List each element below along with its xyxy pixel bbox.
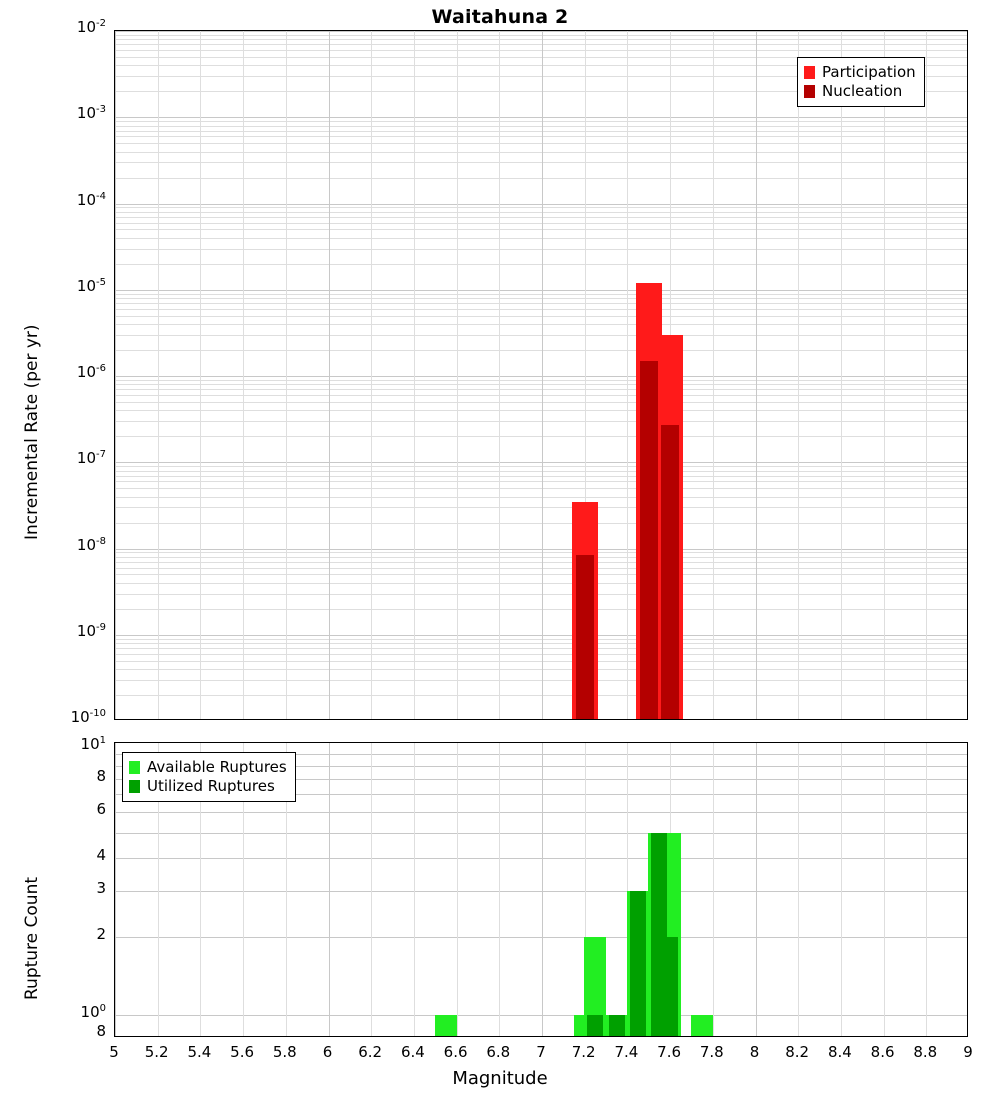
bottom-ytick-label: 3 [96,878,106,897]
legend-label: Participation [822,63,916,81]
xtick-label: 5.2 [144,1043,169,1061]
bar-utilized-7.45 [630,891,646,1037]
xtick-label: 8.8 [913,1043,938,1061]
xtick-label: 7.2 [571,1043,596,1061]
legend-item [804,82,916,101]
legend-swatch [804,66,815,79]
xtick-label: 8.2 [785,1043,810,1061]
xtick-label: 6.6 [443,1043,468,1061]
bottom-y-axis-label: Rupture Count [22,876,42,1000]
legend-label: Nucleation [822,82,903,100]
top-ytick-label: $10^{-8}$ [76,535,106,554]
bottom-ytick-label: $10^1$ [80,735,106,754]
xtick-label: 6.2 [358,1043,383,1061]
xtick-label: 8.4 [827,1043,852,1061]
incremental-rate-plot [114,30,968,720]
xtick-label: 8 [749,1043,760,1061]
legend-swatch [129,780,140,793]
top-ytick-label: $10^{-7}$ [76,449,106,468]
top-ytick-label: $10^{-9}$ [76,621,106,640]
top-ytick-label: $10^{-6}$ [76,363,106,381]
bar-nucleation-7.2 [576,555,594,720]
bottom-legend [122,752,296,802]
legend-label: Available Ruptures [147,758,287,776]
bar-available-6.55 [435,1015,457,1037]
xtick-label: 6.8 [486,1043,511,1061]
bottom-ytick-label: 6 [96,799,106,818]
xtick-label: 8.6 [870,1043,895,1061]
top-ytick-label: $10^{-5}$ [76,276,106,295]
bar-utilized-7.35 [609,1015,625,1037]
top-ytick-label: $10^{-4}$ [76,190,106,209]
legend-swatch [804,85,815,98]
xtick-label: 5.8 [272,1043,297,1061]
bar-utilized-7.25 [587,1015,603,1037]
bar-utilized-7.6 [662,937,678,1037]
xtick-label: 6.4 [400,1043,425,1061]
x-axis-label: Magnitude [452,1068,548,1089]
bottom-ytick-label: 8 [96,1021,106,1040]
top-ytick-label: $10^{-3}$ [76,104,106,123]
bottom-ytick-label: 2 [96,924,106,943]
xtick-label: 5.6 [230,1043,255,1061]
legend-label: Utilized Ruptures [147,777,275,795]
xtick-label: 7 [536,1043,546,1061]
xtick-label: 7.8 [699,1043,724,1061]
legend-swatch [129,761,140,774]
top-y-axis-label: Incremental Rate (per yr) [22,324,42,540]
top-ytick-label: $10^{-2}$ [76,18,106,36]
chart-title: Waitahuna 2 [431,6,569,28]
top-ytick-label: $10^{-10}$ [70,708,106,726]
xtick-label: 9 [963,1043,973,1061]
bottom-ytick-label: 4 [96,845,106,864]
xtick-label: 7.6 [657,1043,682,1061]
legend-item [804,63,916,82]
bar-nucleation-7.6 [661,425,679,720]
xtick-label: 5 [109,1043,119,1061]
legend-item [129,777,287,796]
xtick-label: 7.4 [614,1043,639,1061]
top-legend [797,57,925,107]
xtick-label: 6 [322,1043,333,1061]
legend-item [129,758,287,777]
bottom-ytick-label: $10^0$ [80,1003,106,1022]
bottom-ytick-label: 8 [96,767,106,786]
bar-nucleation-7.5 [640,361,658,720]
xtick-label: 5.4 [187,1043,212,1061]
bar-available-7.75 [691,1015,713,1037]
